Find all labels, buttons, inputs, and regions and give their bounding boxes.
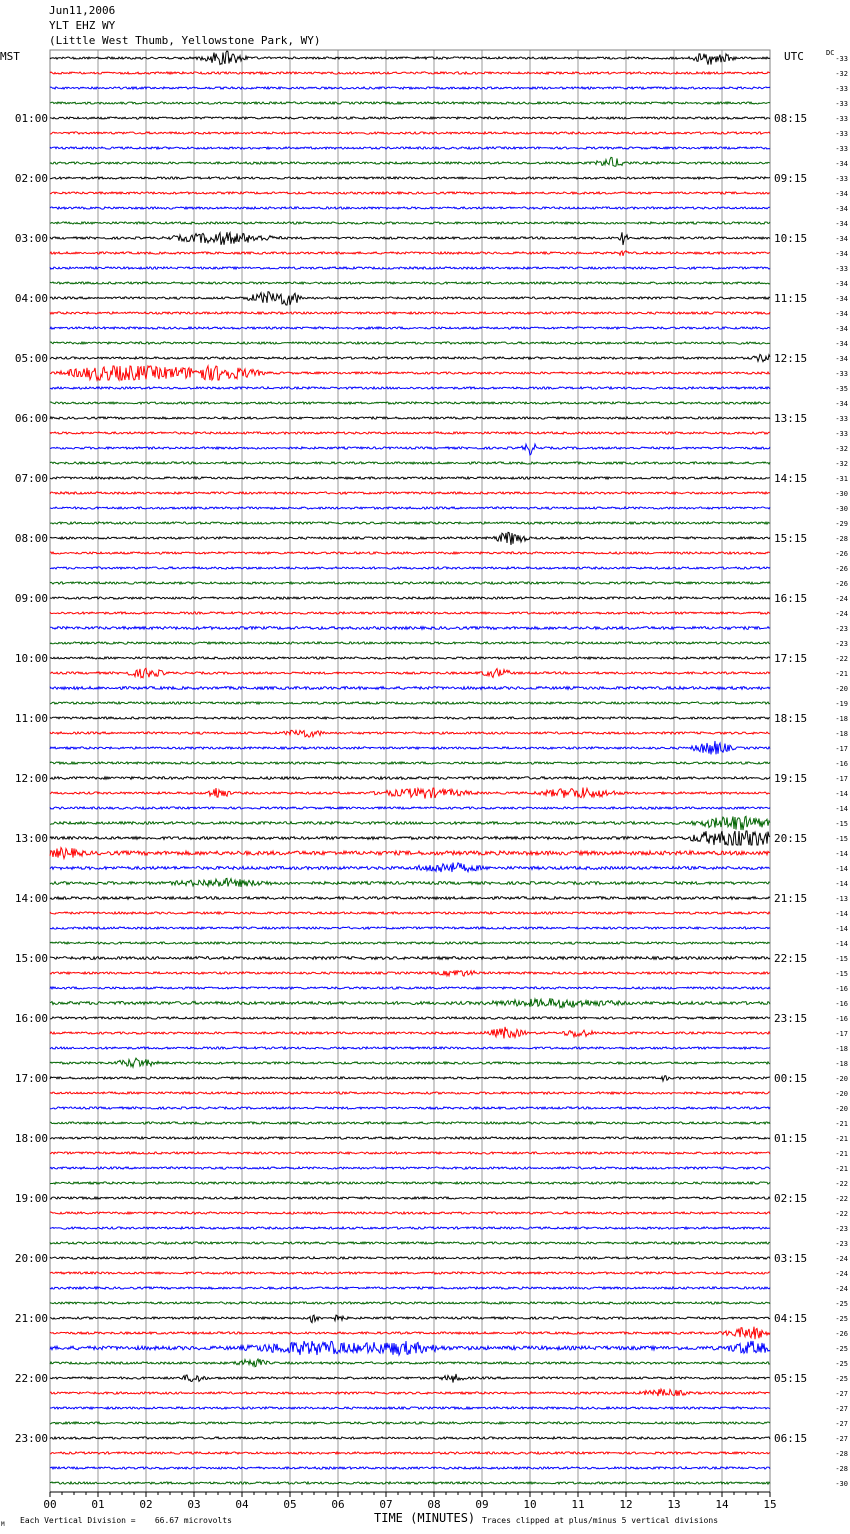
dc-offset-74: -21 [835, 1165, 848, 1173]
x-tick-label: 09 [475, 1498, 489, 1511]
trace-row-40 [50, 657, 770, 659]
dc-offset-27: -32 [835, 460, 848, 468]
trace-row-93 [50, 1452, 770, 1454]
trace-row-88 [50, 1374, 770, 1383]
x-tick-label: 04 [235, 1498, 249, 1511]
left-hour-label: 17:00 [14, 1072, 48, 1085]
dc-offset-15: -34 [835, 280, 848, 288]
dc-offset-12: -34 [835, 235, 848, 243]
left-hour-label: 22:00 [14, 1372, 48, 1385]
corner-mark: M [1, 1521, 5, 1528]
dc-offset-93: -28 [835, 1450, 848, 1458]
trace-row-28 [50, 477, 770, 479]
time-axis [43, 1492, 776, 1511]
dc-offset-88: -25 [835, 1375, 848, 1383]
trace-row-89 [50, 1389, 770, 1396]
trace-row-76 [50, 1197, 770, 1199]
dc-offset-41: -21 [835, 670, 848, 678]
dc-offset-69: -20 [835, 1090, 848, 1098]
trace-row-27 [50, 462, 770, 464]
trace-row-81 [50, 1272, 770, 1274]
left-hour-label: 21:00 [14, 1312, 48, 1325]
dc-offset-13: -34 [835, 250, 848, 258]
left-hour-label: 14:00 [14, 892, 48, 905]
dc-offset-49: -14 [835, 790, 848, 798]
x-axis-title: TIME (MINUTES) [374, 1511, 476, 1525]
trace-row-69 [50, 1092, 770, 1094]
x-tick-label: 03 [187, 1498, 201, 1511]
trace-row-30 [50, 507, 770, 509]
dc-offset-18: -34 [835, 325, 848, 333]
clip-note: Traces clipped at plus/minus 5 vertical divisions [482, 1516, 719, 1525]
trace-row-84 [50, 1315, 770, 1323]
trace-row-52 [50, 831, 770, 845]
dc-offset-42: -20 [835, 685, 848, 693]
trace-row-48 [50, 777, 770, 780]
dc-offset-5: -33 [835, 130, 848, 138]
x-tick-label: 10 [523, 1498, 537, 1511]
trace-row-0 [50, 51, 770, 65]
right-hour-label: 01:15 [774, 1132, 808, 1145]
left-hour-label: 16:00 [14, 1012, 48, 1025]
right-hour-label: 13:15 [774, 412, 808, 425]
dc-offset-0: -33 [835, 55, 848, 63]
dc-offset-20: -34 [835, 355, 848, 363]
trace-row-3 [50, 102, 770, 104]
dc-offset-65: -17 [835, 1030, 848, 1038]
dc-offset-9: -34 [835, 190, 848, 198]
dc-offset-47: -16 [835, 760, 848, 768]
trace-row-23 [50, 402, 770, 404]
dc-offset-6: -33 [835, 145, 848, 153]
trace-row-16 [50, 292, 770, 305]
plot-date: Jun11,2006 [49, 4, 116, 17]
left-timezone-label: MST [0, 50, 20, 63]
dc-offset-90: -27 [835, 1405, 848, 1413]
right-hour-label: 19:15 [774, 772, 808, 785]
trace-row-77 [50, 1212, 770, 1214]
trace-row-25 [50, 432, 770, 434]
dc-offset-24: -33 [835, 415, 848, 423]
left-hour-label: 10:00 [14, 652, 48, 665]
trace-row-22 [50, 387, 770, 389]
dc-offset-60: -15 [835, 955, 848, 963]
dc-offset-10: -34 [835, 205, 848, 213]
right-hour-label: 12:15 [774, 352, 808, 365]
right-hour-label: 03:15 [774, 1252, 808, 1265]
dc-offset-95: -30 [835, 1480, 848, 1488]
dc-offset-3: -33 [835, 100, 848, 108]
trace-row-53 [50, 848, 770, 859]
trace-row-31 [50, 522, 770, 524]
left-hour-label: 13:00 [14, 832, 48, 845]
x-tick-label: 07 [379, 1498, 393, 1511]
dc-offset-75: -22 [835, 1180, 848, 1188]
x-tick-label: 12 [619, 1498, 633, 1511]
trace-row-79 [50, 1242, 770, 1244]
dc-offset-23: -34 [835, 400, 848, 408]
trace-row-74 [50, 1167, 770, 1169]
dc-offset-19: -34 [835, 340, 848, 348]
x-tick-label: 13 [667, 1498, 681, 1511]
dc-offset-33: -26 [835, 550, 848, 558]
trace-row-42 [50, 687, 770, 690]
dc-offset-16: -34 [835, 295, 848, 303]
trace-row-91 [50, 1422, 770, 1424]
trace-row-94 [50, 1467, 770, 1469]
dc-offset-30: -30 [835, 505, 848, 513]
trace-row-5 [50, 132, 770, 134]
trace-row-71 [50, 1122, 770, 1124]
trace-row-58 [50, 927, 770, 929]
x-tick-label: 06 [331, 1498, 345, 1511]
right-hour-label: 08:15 [774, 112, 808, 125]
dc-offset-28: -31 [835, 475, 848, 483]
trace-row-83 [50, 1302, 770, 1304]
trace-row-35 [50, 582, 770, 584]
trace-row-51 [50, 816, 770, 830]
right-hour-label: 09:15 [774, 172, 808, 185]
left-hour-label: 15:00 [14, 952, 48, 965]
right-hour-label: 17:15 [774, 652, 808, 665]
dc-offset-87: -25 [835, 1360, 848, 1368]
dc-offset-39: -23 [835, 640, 848, 648]
right-hour-label: 22:15 [774, 952, 808, 965]
trace-row-41 [50, 668, 770, 678]
trace-row-80 [50, 1257, 770, 1259]
dc-offset-44: -18 [835, 715, 848, 723]
dc-offset-40: -22 [835, 655, 848, 663]
right-hour-label: 05:15 [774, 1372, 808, 1385]
trace-row-21 [50, 366, 770, 380]
x-tick-label: 08 [427, 1498, 441, 1511]
trace-row-37 [50, 612, 770, 614]
dc-offset-64: -16 [835, 1015, 848, 1023]
dc-offset-34: -26 [835, 565, 848, 573]
dc-offset-72: -21 [835, 1135, 848, 1143]
x-tick-label: 15 [763, 1498, 777, 1511]
trace-row-44 [50, 717, 770, 719]
trace-row-46 [50, 741, 770, 754]
trace-row-92 [50, 1437, 770, 1439]
dc-offset-56: -13 [835, 895, 848, 903]
trace-row-19 [50, 342, 770, 344]
dc-offset-label: DC [826, 49, 835, 57]
trace-row-43 [50, 702, 770, 704]
trace-row-57 [50, 912, 770, 914]
left-hour-label: 20:00 [14, 1252, 48, 1265]
dc-offset-62: -16 [835, 985, 848, 993]
dc-offset-35: -26 [835, 580, 848, 588]
right-hour-label: 15:15 [774, 532, 808, 545]
trace-row-54 [50, 863, 770, 872]
right-hour-label: 04:15 [774, 1312, 808, 1325]
dc-offset-71: -21 [835, 1120, 848, 1128]
trace-row-39 [50, 642, 770, 644]
trace-row-6 [50, 147, 770, 149]
left-hour-label: 09:00 [14, 592, 48, 605]
dc-offset-36: -24 [835, 595, 848, 603]
trace-row-82 [50, 1287, 770, 1289]
right-hour-label: 02:15 [774, 1192, 808, 1205]
trace-row-86 [50, 1341, 770, 1355]
dc-offset-25: -33 [835, 430, 848, 438]
station-code: YLT EHZ WY [49, 19, 116, 32]
trace-row-60 [50, 957, 770, 960]
trace-row-45 [50, 730, 770, 737]
dc-offset-31: -29 [835, 520, 848, 528]
trace-row-10 [50, 207, 770, 209]
trace-row-13 [50, 251, 770, 256]
right-hour-label: 06:15 [774, 1432, 808, 1445]
left-hour-label: 18:00 [14, 1132, 48, 1145]
dc-offset-7: -34 [835, 160, 848, 168]
dc-offset-4: -33 [835, 115, 848, 123]
trace-row-61 [50, 970, 770, 976]
trace-row-47 [50, 762, 770, 764]
dc-offset-14: -33 [835, 265, 848, 273]
trace-row-14 [50, 267, 770, 269]
dc-offset-57: -14 [835, 910, 848, 918]
trace-row-68 [50, 1076, 770, 1081]
dc-offset-51: -15 [835, 820, 848, 828]
trace-row-8 [50, 177, 770, 179]
trace-row-49 [50, 788, 770, 799]
trace-row-66 [50, 1047, 770, 1049]
dc-offset-54: -14 [835, 865, 848, 873]
dc-offset-8: -33 [835, 175, 848, 183]
trace-row-55 [50, 878, 770, 887]
dc-offset-52: -15 [835, 835, 848, 843]
trace-row-29 [50, 492, 770, 494]
dc-offset-21: -33 [835, 370, 848, 378]
trace-row-9 [50, 192, 770, 194]
trace-row-63 [50, 998, 770, 1007]
dc-offset-43: -19 [835, 700, 848, 708]
left-hour-label: 19:00 [14, 1192, 48, 1205]
trace-row-26 [50, 444, 770, 455]
dc-offset-94: -28 [835, 1465, 848, 1473]
dc-offset-45: -18 [835, 730, 848, 738]
x-tick-label: 11 [571, 1498, 585, 1511]
trace-row-67 [50, 1058, 770, 1067]
dc-offset-77: -22 [835, 1210, 848, 1218]
trace-row-75 [50, 1182, 770, 1184]
seismic-traces [50, 51, 770, 1484]
left-hour-label: 04:00 [14, 292, 48, 305]
trace-row-36 [50, 597, 770, 599]
trace-row-73 [50, 1152, 770, 1154]
station-location: (Little West Thumb, Yellowstone Park, WY) [49, 34, 321, 47]
left-hour-label: 03:00 [14, 232, 48, 245]
trace-row-85 [50, 1327, 770, 1340]
dc-offset-22: -35 [835, 385, 848, 393]
trace-row-72 [50, 1137, 770, 1139]
dc-offset-53: -14 [835, 850, 848, 858]
trace-row-34 [50, 567, 770, 569]
trace-row-50 [50, 807, 770, 809]
left-hour-label: 06:00 [14, 412, 48, 425]
scale-note: Each Vertical Division = 66.67 microvolts [20, 1516, 232, 1525]
right-hour-label: 10:15 [774, 232, 808, 245]
left-hour-label: 01:00 [14, 112, 48, 125]
dc-offset-92: -27 [835, 1435, 848, 1443]
dc-offset-89: -27 [835, 1390, 848, 1398]
dc-offset-26: -32 [835, 445, 848, 453]
dc-offset-61: -15 [835, 970, 848, 978]
trace-row-95 [50, 1482, 770, 1484]
dc-offset-1: -32 [835, 70, 848, 78]
dc-offset-82: -24 [835, 1285, 848, 1293]
dc-offset-79: -23 [835, 1240, 848, 1248]
dc-offset-55: -14 [835, 880, 848, 888]
left-hour-label: 05:00 [14, 352, 48, 365]
trace-row-78 [50, 1227, 770, 1229]
right-timezone-label: UTC [784, 50, 804, 63]
trace-row-65 [50, 1027, 770, 1039]
dc-offset-76: -22 [835, 1195, 848, 1203]
trace-row-33 [50, 552, 770, 554]
dc-offset-50: -14 [835, 805, 848, 813]
dc-offset-68: -20 [835, 1075, 848, 1083]
right-hour-label: 00:15 [774, 1072, 808, 1085]
dc-offset-70: -20 [835, 1105, 848, 1113]
dc-offset-86: -25 [835, 1345, 848, 1353]
dc-offset-66: -18 [835, 1045, 848, 1053]
dc-offset-11: -34 [835, 220, 848, 228]
trace-row-70 [50, 1107, 770, 1109]
right-hour-label: 23:15 [774, 1012, 808, 1025]
left-hour-label: 02:00 [14, 172, 48, 185]
dc-offset-46: -17 [835, 745, 848, 753]
dc-offset-83: -25 [835, 1300, 848, 1308]
dc-offset-78: -23 [835, 1225, 848, 1233]
right-hour-label: 20:15 [774, 832, 808, 845]
dc-offset-29: -30 [835, 490, 848, 498]
left-hour-label: 12:00 [14, 772, 48, 785]
x-tick-label: 14 [715, 1498, 729, 1511]
dc-offset-81: -24 [835, 1270, 848, 1278]
dc-offset-32: -28 [835, 535, 848, 543]
right-hour-label: 18:15 [774, 712, 808, 725]
trace-row-38 [50, 627, 770, 630]
dc-offset-2: -33 [835, 85, 848, 93]
left-hour-label: 11:00 [14, 712, 48, 725]
right-hour-label: 21:15 [774, 892, 808, 905]
left-hour-label: 07:00 [14, 472, 48, 485]
trace-row-18 [50, 327, 770, 329]
x-tick-label: 02 [139, 1498, 153, 1511]
dc-offset-38: -23 [835, 625, 848, 633]
trace-row-59 [50, 942, 770, 944]
dc-offset-63: -16 [835, 1000, 848, 1008]
left-hour-label: 23:00 [14, 1432, 48, 1445]
trace-row-87 [50, 1359, 770, 1367]
trace-row-4 [50, 117, 770, 119]
dc-offset-67: -18 [835, 1060, 848, 1068]
trace-row-90 [50, 1407, 770, 1409]
trace-row-62 [50, 987, 770, 989]
trace-row-64 [50, 1017, 770, 1019]
dc-offset-58: -14 [835, 925, 848, 933]
right-hour-label: 11:15 [774, 292, 808, 305]
x-tick-label: 01 [91, 1498, 105, 1511]
dc-offset-91: -27 [835, 1420, 848, 1428]
left-hour-label: 08:00 [14, 532, 48, 545]
dc-offset-37: -24 [835, 610, 848, 618]
right-hour-label: 16:15 [774, 592, 808, 605]
trace-row-11 [50, 222, 770, 224]
trace-row-7 [50, 157, 770, 166]
x-tick-label: 05 [283, 1498, 297, 1511]
x-tick-label: 00 [43, 1498, 57, 1511]
dc-offset-59: -14 [835, 940, 848, 948]
dc-offset-84: -25 [835, 1315, 848, 1323]
trace-row-12 [50, 232, 770, 245]
trace-row-1 [50, 72, 770, 74]
trace-row-2 [50, 87, 770, 89]
dc-offset-48: -17 [835, 775, 848, 783]
right-hour-label: 14:15 [774, 472, 808, 485]
trace-row-24 [50, 417, 770, 419]
trace-row-15 [50, 282, 770, 284]
dc-offset-80: -24 [835, 1255, 848, 1263]
dc-offset-73: -21 [835, 1150, 848, 1158]
dc-offset-85: -26 [835, 1330, 848, 1338]
trace-row-32 [50, 532, 770, 545]
trace-row-17 [50, 312, 770, 314]
trace-row-20 [50, 354, 770, 361]
dc-offset-17: -34 [835, 310, 848, 318]
trace-row-56 [50, 897, 770, 900]
